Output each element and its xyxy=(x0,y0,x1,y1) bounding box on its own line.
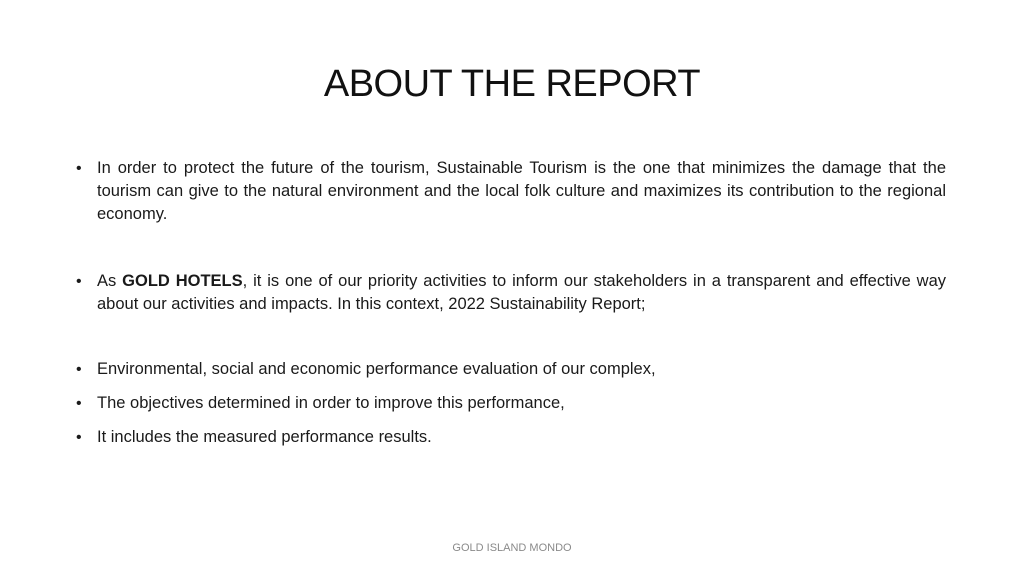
company-name: GOLD HOTELS xyxy=(122,272,243,290)
bullet-text: The objectives determined in order to improve this performance, xyxy=(97,394,565,412)
slide-title: ABOUT THE REPORT xyxy=(323,63,701,105)
bullet-list xyxy=(72,157,946,449)
bullet-text-suffix: , it is one of our priority activities to inform our stakeholders in a transparent and effective way about our activities and impacts. In this context, 2022 Sustainability Report; xyxy=(97,272,947,313)
bullet-dot-icon: • xyxy=(76,429,82,446)
footer-text: GOLD ISLAND MONDO xyxy=(452,542,572,554)
bullet-item xyxy=(72,392,946,415)
bullet-dot-icon: • xyxy=(76,160,82,177)
bullet-dot-icon: • xyxy=(76,361,82,378)
bullet-item xyxy=(72,426,946,449)
bullet-text: It includes the measured performance results. xyxy=(97,428,432,446)
bullet-text-prefix: As xyxy=(97,272,123,290)
bullet-text: Environmental, social and economic performance evaluation of our complex, xyxy=(97,360,656,378)
bullet-item xyxy=(72,358,946,381)
bullet-text: In order to protect the future of the tourism, Sustainable Tourism is the one that minimizes the damage that the tourism can give to the natural environment and the local folk culture and maximizes its contribution to the regional economy. xyxy=(97,159,946,223)
bullet-item xyxy=(72,270,946,316)
bullet-item xyxy=(72,157,946,226)
bullet-dot-icon: • xyxy=(76,273,82,290)
bullet-dot-icon: • xyxy=(76,395,82,412)
